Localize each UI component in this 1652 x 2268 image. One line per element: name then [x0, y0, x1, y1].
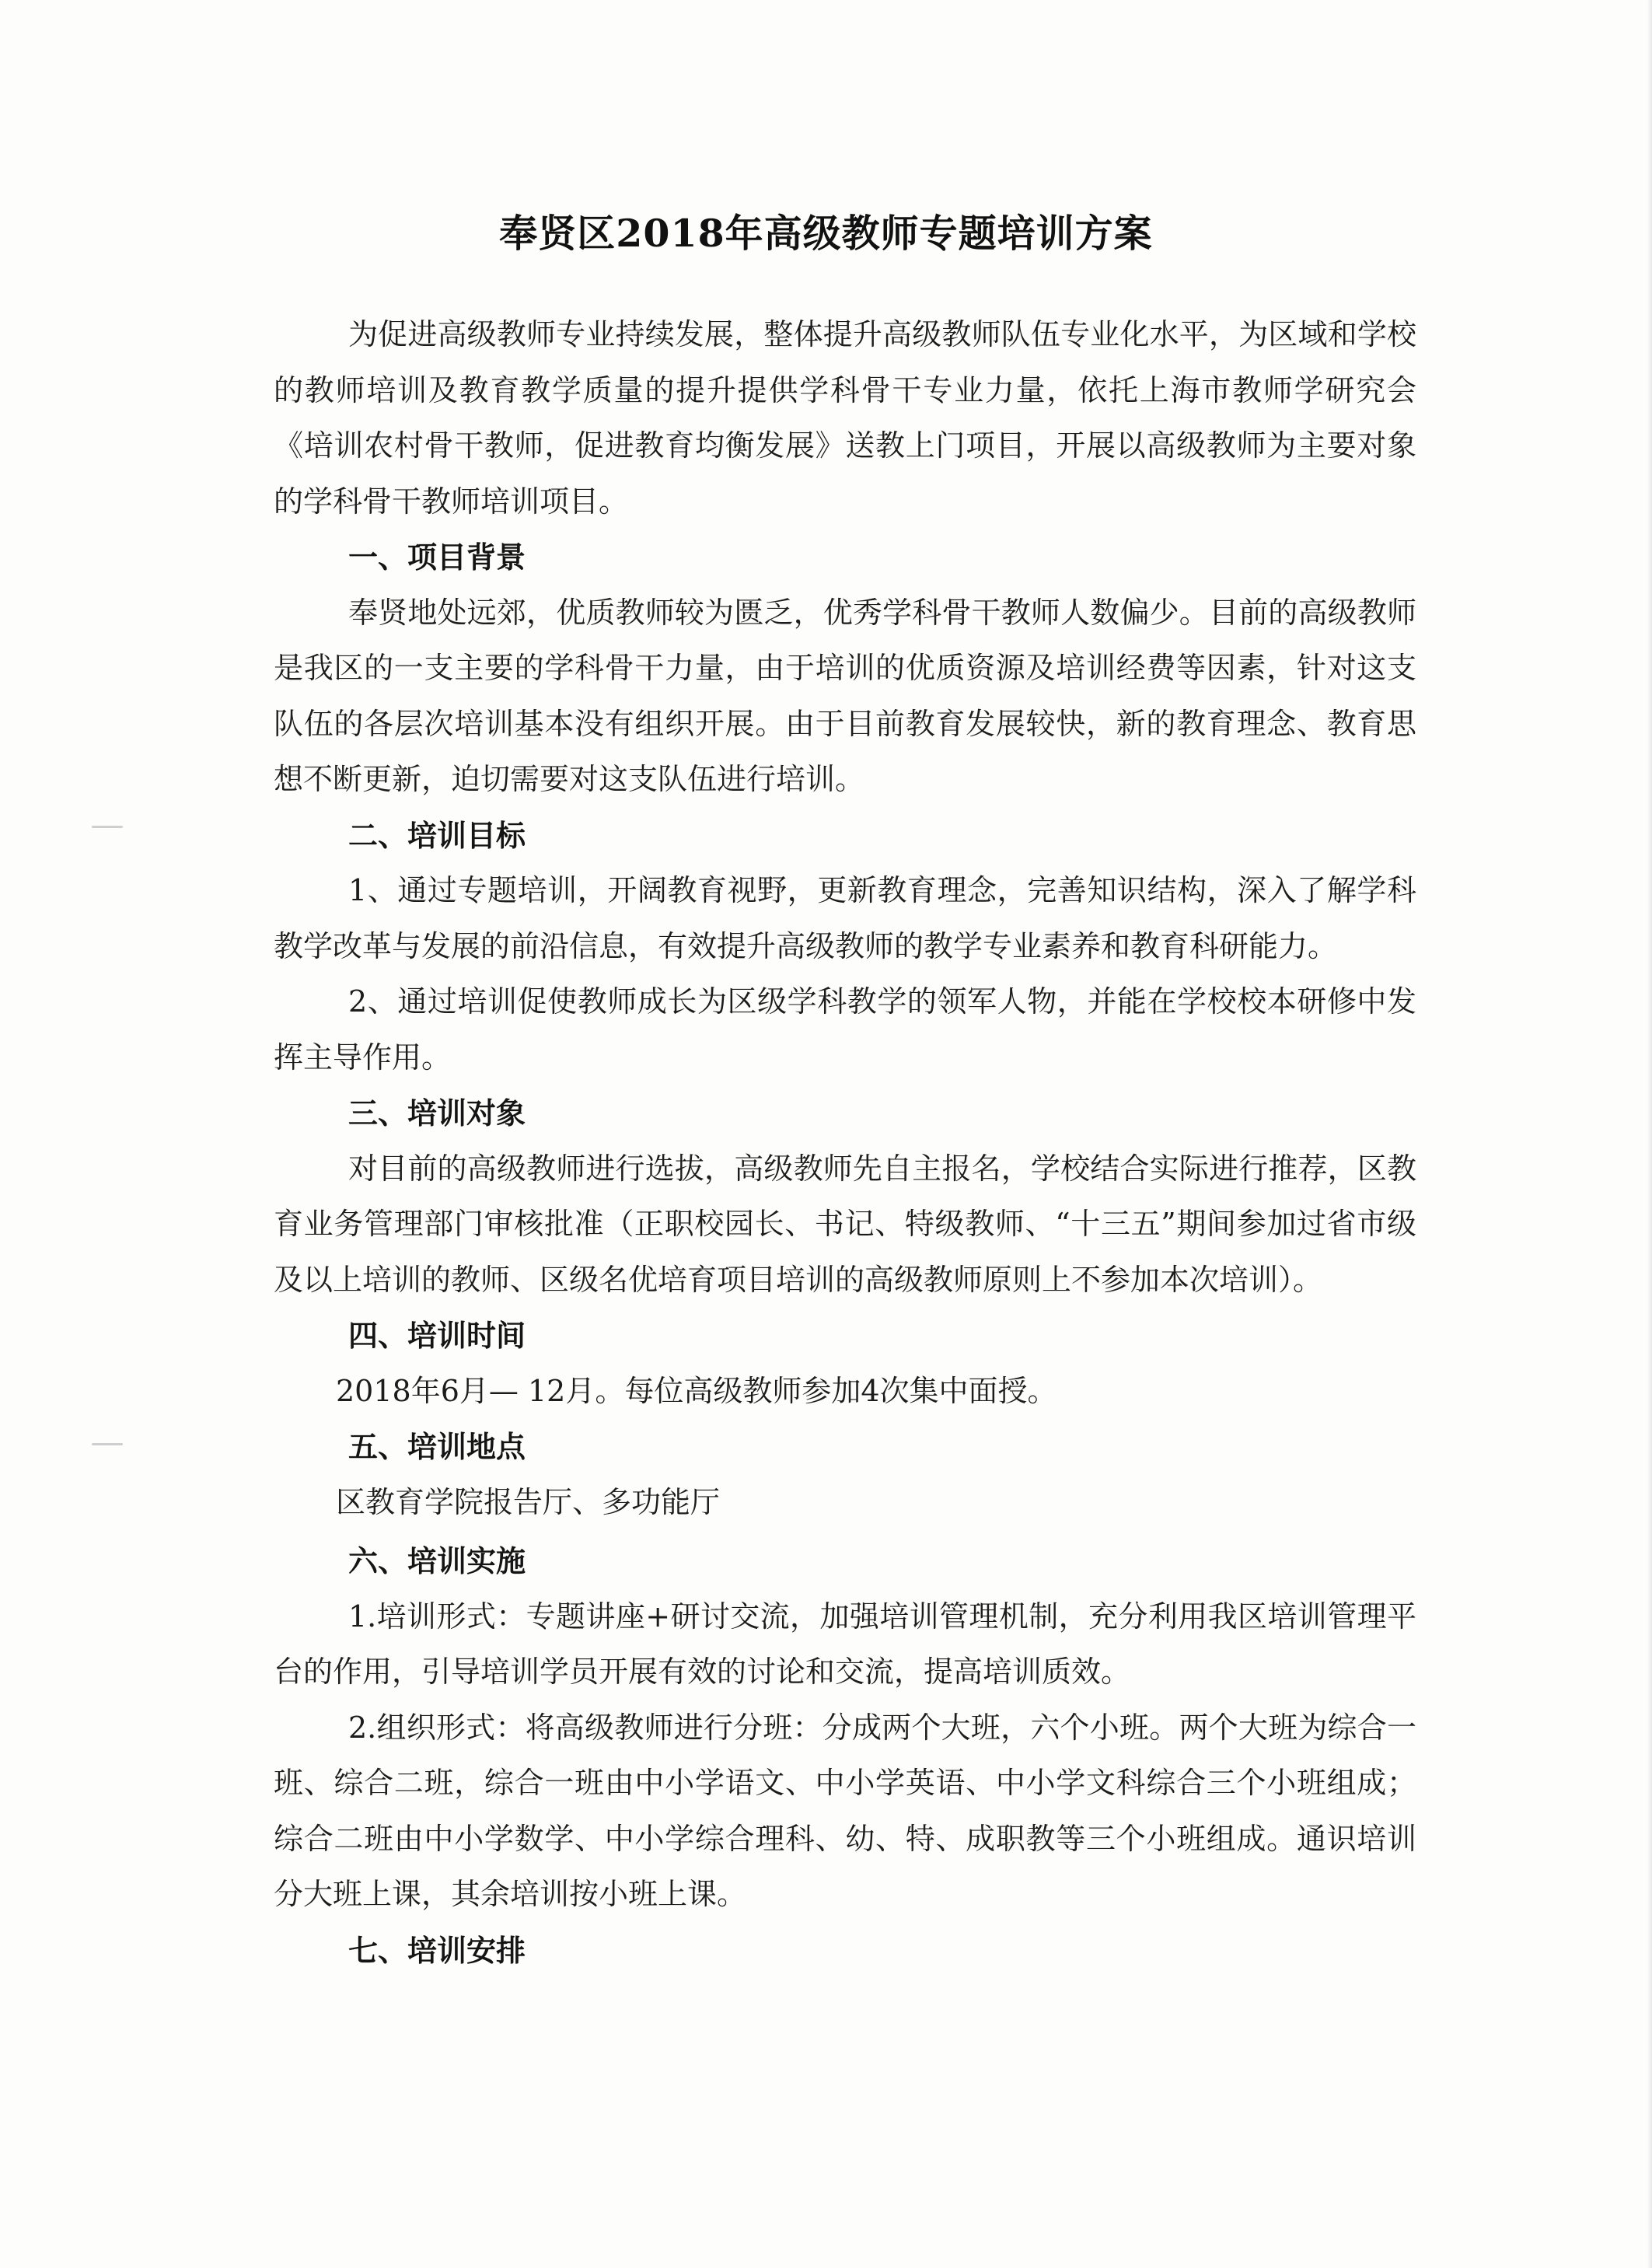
section-plain-text: 区教育学院报告厅、多功能厅: [336, 1484, 721, 1519]
document-title: 奉贤区2018年高级教师专题培训方案: [499, 211, 1153, 256]
section-heading: 七、培训安排: [348, 1932, 526, 1968]
scan-edge-shadow: [1647, 0, 1652, 2268]
intro-paragraph: 为促进高级教师专业持续发展，整体提升高级教师队伍专业化水平，为区域和学校的教师培训及教育教学质量的提升提供学科骨干专业力量，依托上海市教师学研究会《培训农村骨干教师，促进教育均衡发展》送教上门项目，开展以高级教师为主要对象的学科骨干教师培训项目。: [274, 317, 1416, 519]
section-heading: 五、培训地点: [348, 1429, 526, 1464]
section-paragraph: 奉贤地处远郊，优质教师较为匮乏，优秀学科骨干教师人数偏少。目前的高级教师是我区的一支主要的学科骨干力量，由于培训的优质资源及培训经费等因素，针对这支队伍的各层次培训基本没有组织开展。由于目前教育发展较快，新的教育理念、教育思想不断更新，迫切需要对这支队伍进行培训。: [274, 595, 1416, 796]
section-paragraph: 1.培训形式：专题讲座+研讨交流，加强培训管理机制，充分利用我区培训管理平台的作用，引导培训学员开展有效的讨论和交流，提高培训质效。: [274, 1599, 1416, 1689]
section-heading: 二、培训目标: [348, 817, 526, 853]
section-heading: 一、项目背景: [348, 540, 526, 575]
section-plain-text: 2018年6月— 12月。每位高级教师参加4次集中面授。: [336, 1373, 1057, 1408]
scan-mark: [92, 826, 123, 828]
section-heading: 四、培训时间: [348, 1318, 526, 1353]
section-paragraph: 1、通过专题培训，开阔教育视野，更新教育理念，完善知识结构，深入了解学科教学改革与发展的前沿信息，有效提升高级教师的教学专业素养和教育科研能力。: [274, 873, 1416, 963]
section-heading: 六、培训实施: [348, 1543, 526, 1578]
document-body: [274, 307, 1416, 1978]
section-heading: 三、培训对象: [348, 1096, 526, 1131]
section-paragraph: 2、通过培训促使教师成长为区级学科教学的领军人物，并能在学校校本研修中发挥主导作用。: [274, 984, 1416, 1075]
section-paragraph: 对目前的高级教师进行选拔，高级教师先自主报名，学校结合实际进行推荐，区教育业务管理部门审核批准（正职校园长、书记、特级教师、“十三五”期间参加过省市级及以上培训的教师、区级名优培育项目培训的高级教师原则上不参加本次培训）。: [274, 1151, 1416, 1297]
scan-mark: [92, 1443, 123, 1445]
section-paragraph: 2.组织形式：将高级教师进行分班：分成两个大班，六个小班。两个大班为综合一班、综合二班，综合一班由中小学语文、中小学英语、中小学文科综合三个小班组成；综合二班由中小学数学、中小学综合理科、幼、特、成职教等三个小班组成。通识培训分大班上课，其余培训按小班上课。: [274, 1710, 1416, 1911]
